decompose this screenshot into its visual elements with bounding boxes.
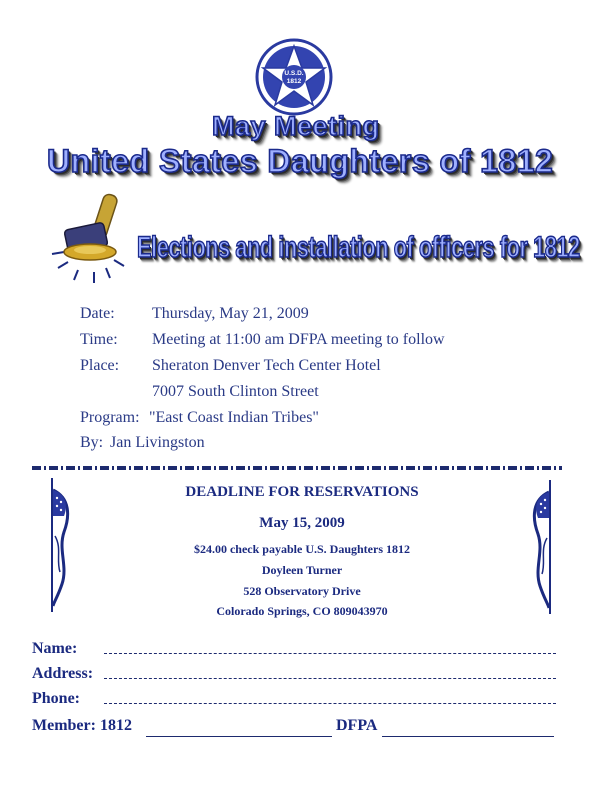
time-value: Meeting at 11:00 am DFPA meeting to follow [152,331,445,348]
logo-text-top: U.S.D. [284,70,304,77]
street-value: 7007 South Clinton Street [152,383,319,400]
name-label: Name: [32,640,78,657]
by-value: Jan Livingston [110,434,205,451]
program-label: Program: [80,409,140,426]
detail-time [80,331,560,353]
detail-program [80,409,560,431]
address-field[interactable] [104,678,556,679]
member-field[interactable] [146,736,332,737]
title-organization: United States Daughters of 1812 [47,143,554,179]
address-label: Address: [32,665,94,682]
deadline-heading: DEADLINE FOR RESERVATIONS [185,484,419,500]
deadline-date: May 15, 2009 [259,515,345,531]
phone-label: Phone: [32,690,80,707]
flag-right-icon [526,478,558,618]
dfpa-label: DFPA [336,717,378,734]
payee-street: 528 Observatory Drive [243,584,361,598]
place-label: Place: [80,357,120,374]
title-elections: Elections and installation of officers for 1812 [137,231,580,264]
name-field[interactable] [104,653,556,654]
detail-date [80,305,560,327]
program-value: "East Coast Indian Tribes" [149,409,319,426]
detail-place [80,357,560,379]
payee-name: Doyleen Turner [261,563,343,577]
flag-left-icon [44,476,76,616]
payment-info: $24.00 check payable U.S. Daughters 1812 [193,542,410,556]
place-value: Sheraton Denver Tech Center Hotel [152,357,381,374]
title-may-meeting: May Meeting [212,111,380,141]
detail-by [80,434,560,456]
dashed-separator [32,466,562,470]
date-label: Date: [80,305,115,322]
by-label: By: [80,434,104,451]
date-value: Thursday, May 21, 2009 [152,305,309,322]
phone-field[interactable] [104,703,556,704]
usd-1812-logo [255,38,333,116]
member-label: Member: 1812 [32,717,132,734]
dfpa-field[interactable] [382,736,554,737]
detail-street [80,383,560,405]
payee-city: Colorado Springs, CO 809043970 [216,604,388,618]
logo-text-bottom: 1812 [286,78,302,85]
rubber-stamp-icon [44,188,136,286]
time-label: Time: [80,331,118,348]
